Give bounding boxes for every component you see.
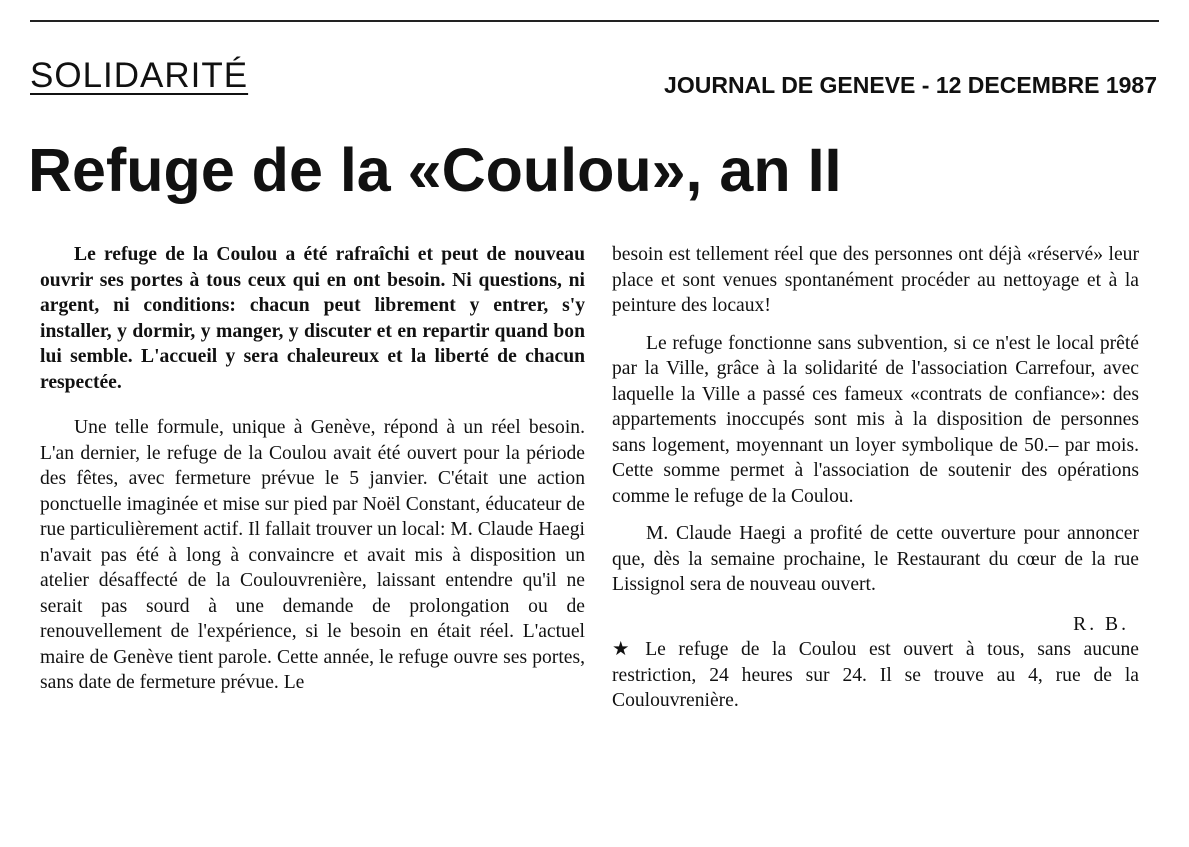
- star-icon: ★: [612, 639, 638, 660]
- info-note: [612, 637, 1139, 714]
- section-rubric: SOLIDARITÉ: [30, 56, 249, 95]
- article-column-right: [612, 242, 1139, 714]
- article-paragraph: Une telle formule, unique à Genève, répond à un réel besoin. L'an dernier, le refuge de la Coulou avait été ouvert pour la période des fêtes, avec fermeture prévue le 5 janvier. C'était une action ponctuelle imaginée et mise sur pied par Noël Constant, éducateur de rue particulièrement actif. Il fallait trouver un local: M. Claude Haegi n'avait pas été à long à convaincre et avait mis à disposition un atelier désaffecté de la Coulouvrenière, laissant entendre qu'il ne serait pas sourd à une demande de prolongation ou de renouvellement de l'expérience, si le besoin en était réel. L'actuel maire de Genève tient parole. Cette année, le refuge ouvre ses portes, sans date de fermeture prévue. Le: [40, 417, 585, 693]
- article-paragraph: Le refuge fonctionne sans subvention, si ce n'est le local prêté par la Ville, grâce à la solidarité de l'association Carrefour, avec laquelle la Ville a passé ces fameux «contrats de confiance»: des appartements inoccupés sont mis à la disposition de personnes sans logement, moyennant un loyer symbolique de 50.– par mois. Cette somme permet à l'association de soutenir des opérations comme le refuge de la Coulou.: [612, 332, 1139, 507]
- article-headline: Refuge de la «Coulou», an II: [28, 136, 842, 204]
- info-note-text: Le refuge de la Coulou est ouvert à tous, sans aucune restriction, 24 heures sur 24. Il se trouve au 4, rue de la Coulouvrenière.: [612, 639, 1139, 711]
- top-rule: [30, 20, 1159, 22]
- article-column-left: [40, 242, 585, 696]
- author-signature: R. B.: [1073, 613, 1129, 635]
- article-paragraph-continued: besoin est tellement réel que des personnes ont déjà «réservé» leur place et sont venues spontanément procéder au nettoyage et à la peinture des locaux!: [612, 244, 1139, 316]
- article-lead: Le refuge de la Coulou a été rafraîchi et peut de nouveau ouvrir ses portes à tous ceux qui en ont besoin. Ni questions, ni argent, ni conditions: chacun peut librement y entrer, s'y installer, y dormir, y manger, y discuter et en repartir quand bon lui semble. L'accueil y sera chaleureux et la liberté de chacun respectée.: [40, 244, 585, 393]
- article-paragraph: M. Claude Haegi a profité de cette ouverture pour annoncer que, dès la semaine prochaine, le Restaurant du cœur de la rue Lissignol sera de nouveau ouvert.: [612, 523, 1139, 595]
- publication-source: JOURNAL DE GENEVE - 12 DECEMBRE 1987: [664, 72, 1157, 98]
